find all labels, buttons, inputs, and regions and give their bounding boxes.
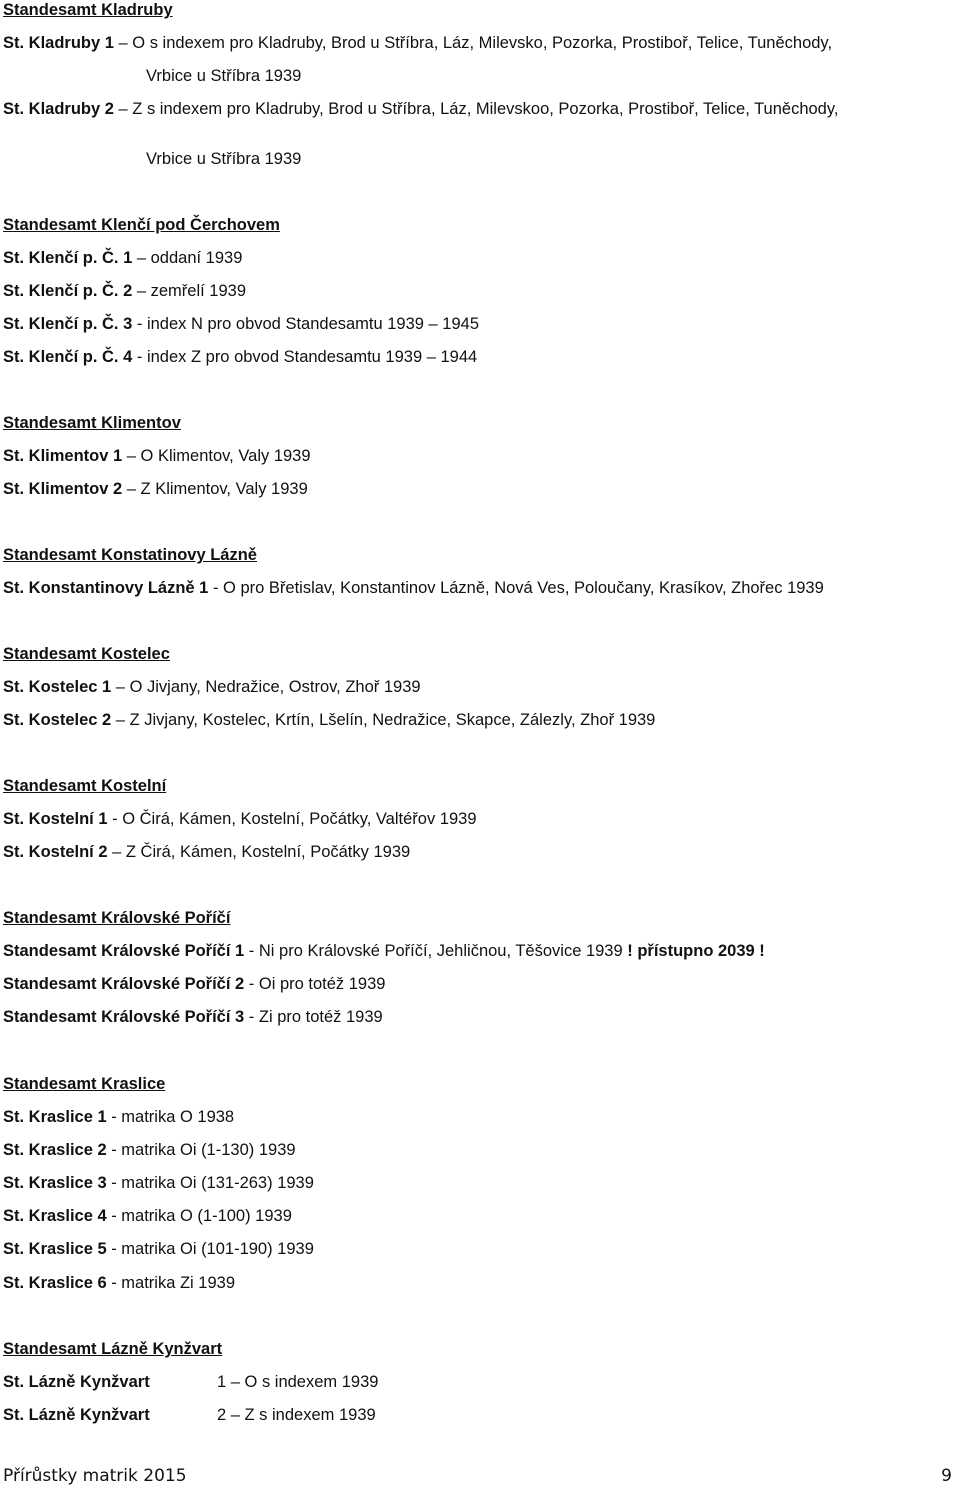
entry-label: St. Klenčí p. Č. 3 xyxy=(3,315,133,333)
register-entry xyxy=(3,1206,292,1226)
register-entry xyxy=(3,677,421,697)
entry-label: Standesamt Královské Poříčí 1 xyxy=(3,942,245,960)
entry-label: St. Lázně Kynžvart xyxy=(3,1406,150,1424)
entry-text: 2 – Z s indexem 1939 xyxy=(217,1406,376,1424)
register-entry xyxy=(3,1372,379,1392)
entry-label: St. Konstantinovy Lázně 1 xyxy=(3,579,209,597)
register-entry xyxy=(3,842,410,862)
entry-text: - Ni pro Královské Poříčí, Jehličnou, Těšovice 1939 xyxy=(244,942,628,960)
entry-text: - Zi pro totéž 1939 xyxy=(244,1008,383,1026)
register-entry xyxy=(3,446,311,466)
entry-text: - O pro Břetislav, Konstantinov Lázně, Nová Ves, Poloučany, Krasíkov, Zhořec 1939 xyxy=(208,579,824,597)
entry-label: St. Kostelní 1 xyxy=(3,810,108,828)
entry-label: St. Kraslice 4 xyxy=(3,1207,107,1225)
entry-label: St. Kostelec 1 xyxy=(3,678,112,696)
entry-label: St. Klimentov 1 xyxy=(3,447,123,465)
entry-text: – oddaní 1939 xyxy=(132,249,243,267)
entry-text: - matrika Zi 1939 xyxy=(106,1274,236,1292)
section-heading: Standesamt Královské Poříčí xyxy=(3,909,231,927)
register-entry xyxy=(3,33,832,53)
register-entry xyxy=(3,1273,235,1293)
register-entry xyxy=(3,281,246,301)
register-entry xyxy=(3,479,308,499)
entry-label: St. Kostelní 2 xyxy=(3,843,108,861)
register-entry xyxy=(3,1239,314,1259)
entry-text: – Z s indexem pro Kladruby, Brod u Stříbra, Láz, Milevskoo, Pozorka, Prostiboř, Telice, Tuněchody, xyxy=(113,100,839,118)
page-footer xyxy=(3,1466,952,1488)
register-entry xyxy=(3,974,385,994)
entry-text: – O Klimentov, Valy 1939 xyxy=(122,447,311,465)
entry-label: St. Kladruby 2 xyxy=(3,100,114,118)
entry-text: - matrika O 1938 xyxy=(106,1108,235,1126)
entry-continuation: Vrbice u Stříbra 1939 xyxy=(146,150,302,168)
section-heading: Standesamt Kostelec xyxy=(3,645,170,663)
entry-text: - Oi pro totéž 1939 xyxy=(244,975,386,993)
entry-label: St. Klenčí p. Č. 1 xyxy=(3,249,133,267)
entry-label: St. Klenčí p. Č. 2 xyxy=(3,282,133,300)
entry-label: St. Kraslice 2 xyxy=(3,1141,107,1159)
register-entry xyxy=(3,1140,296,1160)
entry-label: St. Klimentov 2 xyxy=(3,480,123,498)
entry-text: - index Z pro obvod Standesamtu 1939 – 1944 xyxy=(132,348,478,366)
entry-text: - matrika O (1-100) 1939 xyxy=(106,1207,292,1225)
section-heading: Standesamt Konstatinovy Lázně xyxy=(3,546,257,564)
register-entry xyxy=(3,314,479,334)
entry-text: – O Jivjany, Nedražice, Ostrov, Zhoř 1939 xyxy=(111,678,421,696)
register-entry xyxy=(3,1173,314,1193)
entry-text: 1 – O s indexem 1939 xyxy=(217,1373,379,1391)
entry-label: St. Kraslice 3 xyxy=(3,1174,107,1192)
register-entry xyxy=(3,941,765,961)
entry-label: St. Kostelec 2 xyxy=(3,711,112,729)
entry-label: St. Kladruby 1 xyxy=(3,34,114,52)
entry-text: - index N pro obvod Standesamtu 1939 – 1945 xyxy=(132,315,480,333)
section-heading: Standesamt Kladruby xyxy=(3,1,173,19)
register-entry xyxy=(3,809,477,829)
register-entry xyxy=(3,1405,376,1425)
entry-label: St. Kraslice 6 xyxy=(3,1274,107,1292)
section-heading: Standesamt Kostelní xyxy=(3,777,167,795)
page-number: 9 xyxy=(941,1466,952,1486)
register-entry xyxy=(3,248,242,268)
entry-text: - matrika Oi (131-263) 1939 xyxy=(106,1174,314,1192)
entry-label: St. Klenčí p. Č. 4 xyxy=(3,348,133,366)
entry-label: St. Kraslice 1 xyxy=(3,1108,107,1126)
register-entry xyxy=(3,578,824,598)
entry-continuation: Vrbice u Stříbra 1939 xyxy=(146,67,302,85)
section-heading: Standesamt Lázně Kynžvart xyxy=(3,1340,223,1358)
section-heading: Standesamt Klenčí pod Čerchovem xyxy=(3,216,280,234)
register-entry xyxy=(3,1107,234,1127)
register-entry xyxy=(3,99,838,119)
entry-label: St. Kraslice 5 xyxy=(3,1240,107,1258)
entry-text: – Z Čirá, Kámen, Kostelní, Počátky 1939 xyxy=(107,843,411,861)
entry-text: - O Čirá, Kámen, Kostelní, Počátky, Valtéřov 1939 xyxy=(107,810,477,828)
section-heading: Standesamt Klimentov xyxy=(3,414,181,432)
entry-text: - matrika Oi (101-190) 1939 xyxy=(106,1240,314,1258)
entry-label: St. Lázně Kynžvart xyxy=(3,1373,150,1391)
register-entry xyxy=(3,710,655,730)
entry-text: - matrika Oi (1-130) 1939 xyxy=(106,1141,296,1159)
entry-text: – Z Klimentov, Valy 1939 xyxy=(122,480,308,498)
entry-label: Standesamt Královské Poříčí 3 xyxy=(3,1008,245,1026)
access-note: ! přístupno 2039 ! xyxy=(627,942,765,960)
register-entry xyxy=(3,1007,383,1027)
entry-text: – Z Jivjany, Kostelec, Krtín, Lšelín, Nedražice, Skapce, Zálezly, Zhoř 1939 xyxy=(111,711,656,729)
register-entry xyxy=(3,347,477,367)
section-heading: Standesamt Kraslice xyxy=(3,1075,166,1093)
footer-title: Přírůstky matrik 2015 xyxy=(3,1466,187,1486)
entry-text: – zemřelí 1939 xyxy=(132,282,247,300)
entry-label: Standesamt Královské Poříčí 2 xyxy=(3,975,245,993)
entry-text: – O s indexem pro Kladruby, Brod u Stříbra, Láz, Milevsko, Pozorka, Prostiboř, Telice, Tuněchody, xyxy=(113,34,833,52)
